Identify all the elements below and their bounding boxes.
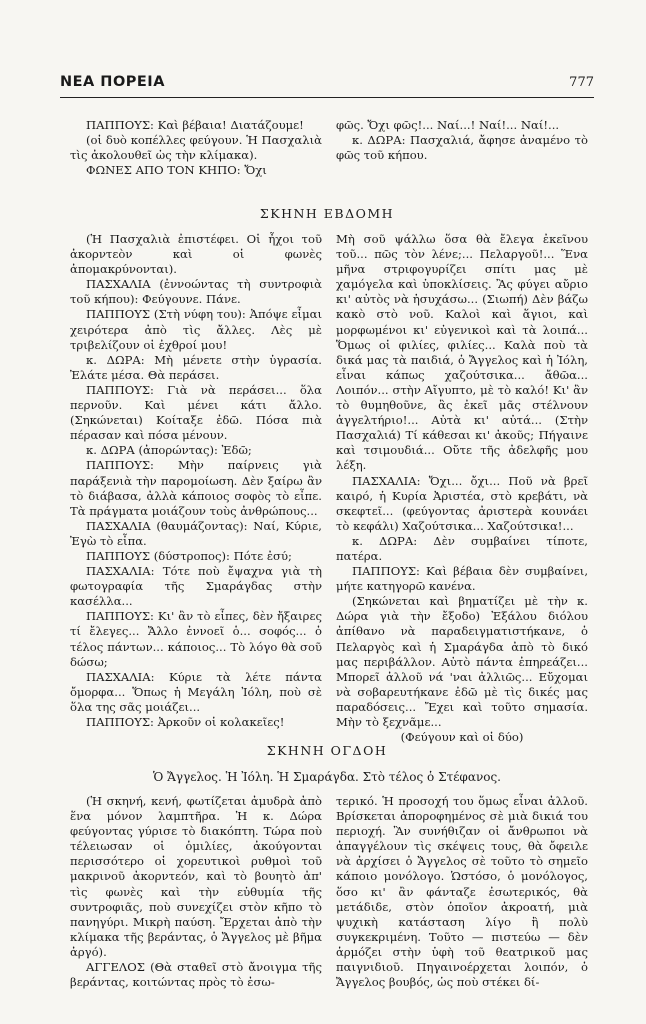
dialogue-paragraph: φῶς. Ὄχι φῶς!... Ναί...! Ναί!... Ναί!... — [336, 118, 560, 132]
opening-right-column — [336, 118, 588, 163]
scene-seven-heading: ΣΚΗΝΗ ΕΒΔΟΜΗ — [259, 206, 395, 221]
stage-direction: (Φεύγουν καὶ οἱ δύο) — [400, 730, 524, 745]
dialogue-paragraph: ΠΑΣΧΑΛΙΑ: Κύριε τὰ λέτε πάντα ὄμορφα... Ὅπως ἡ Μεγάλη Ἰόλη, ποὺ σὲ ὅλα της σᾶς μοιάζει... — [70, 669, 322, 714]
scene-eight-left-column — [70, 794, 322, 990]
dialogue-paragraph: ΠΑΠΠΟΥΣ (Στὴ νύφη του): Ἀπόψε εἶμαι χειρότερα ἀπὸ τὶς ἄλλες. Λὲς μὲ τριβελίζουν οἱ ἐχθροί μου! — [70, 307, 322, 352]
scene-seven-left-column — [70, 232, 322, 730]
stage-direction: τερικό. Ἡ προσοχή του ὅμως εἶναι ἀλλοῦ. Βρίσκεται ἀποροφημένος σὲ μιὰ δικιά του περιοχή. Ἂν συνήθιζαν οἱ ἄνθρωποι νὰ ἀπαγγέλουν τὶς σκέψεις τους, θὰ ὄφειλε νὰ ἀρχίσει ὁ Ἄγγελος σὲ τοῦτο τὸ σημεῖο κάποιο μονόλογο. Ὡστόσο, ὁ μονόλογος, ὅσο κι' ἂν φάνταζε ἐσωτερικός, θὰ μετάδιδε, στὸν ὁποῖον ἀκροατή, μιὰ ψυχικὴ κατάσταση λίγο ἢ πολὺ συγκεκριμένη. Τοῦτο — πιστεύω — δὲν ἁρμόζει στὴν ὑφὴ τοῦ θεατρικοῦ μας παιγνιδιοῦ. Πηγαινοέρχεται λοιπόν, ὁ Ἄγγελος βουβός, ὡς ποὺ στέκει δί- — [336, 794, 588, 990]
dialogue-paragraph: ΑΓΓΕΛΟΣ (Θὰ σταθεῖ στὸ ἄνοιγμα τῆς βεράντας, κοιτώντας πρὸς τὸ ἐσω- — [70, 960, 322, 990]
dialogue-paragraph: ΠΑΣΧΑΛΙΑ: Τότε ποὺ ἔψαχνα γιὰ τὴ φωτογραφία τῆς Σμαράγδας στὴν κασέλλα... — [70, 564, 322, 609]
stage-direction: (Σηκώνεται καὶ βηματίζει μὲ τὴν κ. Δώρα γιὰ τὴν ἔξοδο) Ἐξάλου διόλου ἀπίθανο νὰ παραδειγματιστήκανε, ὁ Πελαργὸς καὶ ἡ Σμαράγδα ἀπὸ τὸ δικό μας περιβάλλον. Αὐτὸ πάντα ἐπηρεάζει... Μπορεῖ ἀλλοῦ νά 'ναι ἀλλιῶς... Εὔχομαι νὰ σοβαρευτήκανε ἐδῶ μὲ τὶς δικές μας παραδόσεις... Ἔχει καὶ τοῦτο σημασία. Μὴν τὸ ξεχνᾶμε... — [336, 594, 588, 729]
scene-eight-body — [70, 794, 600, 1004]
dialogue-paragraph: κ. ΔΩΡΑ: Δὲν συμβαίνει τίποτε, πατέρα. — [336, 533, 588, 563]
dialogue-paragraph: κ. ΔΩΡΑ: Μὴ μένετε στὴν ὑγρασία. Ἐλάτε μέσα. Θὰ περάσει. — [70, 352, 322, 382]
header-rule — [60, 97, 594, 98]
dialogue-paragraph: Μὴ σοῦ ψάλλω ὅσα θὰ ἔλεγα ἐκεῖνου τοῦ... πῶς τὸν λένε;... Πελαργοῦ!... Ἕνα μῆνα στριφογυρίζει σπίτι μας μὲ χαμόγελα καὶ ὑποκλίσεις. Ἂς φύγει αὔριο κι' αὐτὸς νὰ ἡσυχάσω... (Σιωπή) Δὲν βάζω κακὸ στὸ νοῦ. Καλοὶ καὶ ἅγιοι, καὶ μορφωμένοι κι' εὐγενικοὶ καὶ τὰ λοιπά... Ὅμως οἱ φιλίες, φιλίες... Καλὰ ποὺ τὰ δικά μας τὰ παιδιά, ὁ Ἄγγελος καὶ ἡ Ἰόλη, εἶναι κάπως χαζούτσικα... ἄθῶα... Λοιπόν... στὴν Αἴγυπτο, μὲ τὸ καλό! Κι' ἂν τὸ θυμηθοῦνε, ἂς ἐκεῖ μᾶς στέλνουν ἀγγελτήριο!... Αὐτὰ κι' αὐτά... (Στὴν Πασχαλιά) Τί κάθεσαι κι' ἀκοῦς; Πήγαινε καὶ τσιμουδιά... Οὔτε τῆς ἀδελφῆς μου λέξη. — [336, 232, 588, 473]
dialogue-paragraph: ΠΑΣΧΑΛΙΑ (θαυμάζοντας): Ναί, Κύριε, Ἐγὼ τὸ εἶπα. — [70, 518, 322, 548]
scene-seven-right-column — [336, 232, 588, 745]
dialogue-paragraph: ΠΑΠΠΟΥΣ (δύστροπος): Πότε ἐσύ; — [86, 548, 292, 563]
page-number: 777 — [569, 75, 594, 90]
opening-block — [70, 118, 600, 194]
dialogue-paragraph: ΦΩΝΕΣ ΑΠΟ ΤΟΝ ΚΗΠΟ: Ὄχι — [86, 163, 267, 178]
dialogue-paragraph: ΠΑΠΠΟΥΣ: Μὴν παίρνεις γιὰ παράξενιὰ τὴν παρομοίωση. Δὲν ξαίρω ἂν τὸ διάβασα, ἀλλὰ κάποιος σοφὸς τὸ εἶπε. Τὰ πράγματα μοιάζουν τοὺς ἀνθρώπους... — [70, 458, 322, 518]
dialogue-paragraph: ΠΑΠΠΟΥΣ: Καὶ βέβαια δὲν συμβαίνει, μήτε κατηγορῶ κανένα. — [336, 564, 588, 594]
dialogue-paragraph: ΠΑΠΠΟΥΣ: Ἀρκοῦν οἱ κολακεῖες! — [86, 715, 285, 729]
dialogue-paragraph: ΠΑΠΠΟΥΣ: Καὶ βέβαια! Διατάζουμε! — [86, 118, 304, 132]
dialogue-paragraph: ΠΑΠΠΟΥΣ: Κι' ἂν τὸ εἶπες, δὲν ἤξαιρες τί ἔλεγες... Ἄλλο ἐννοεῖ ὁ... σοφός... ὁ τέλος πάντων... κάποιος... Τὸ λόγο θὰ σοῦ δώσω; — [70, 609, 322, 669]
opening-left-column — [70, 118, 322, 178]
dialogue-paragraph: ΠΑΣΧΑΛΙΑ (ἐννοώντας τὴ συντροφιὰ τοῦ κήπου): Φεύγουνε. Πάνε. — [70, 277, 322, 307]
dialogue-paragraph: κ. ΔΩΡΑ: Πασχαλιά, ἄφησε ἀναμένο τὸ φῶς τοῦ κήπου. — [336, 133, 588, 163]
scene-eight-heading: ΣΚΗΝΗ ΟΓΔΟΗ — [266, 743, 388, 758]
stage-direction: (Ἡ σκηνή, κενή, φωτίζεται ἀμυδρὰ ἀπὸ ἕνα μόνον λαμπτῆρα. Ἡ κ. Δώρα φεύγοντας γύρισε τὸ διακόπτη. Τώρα ποὺ τέλειωσαν οἱ ὁμιλίες, ἀκούγονται περισσότερο οἱ χορευτικοὶ ρυθμοὶ τοῦ μακρινοῦ ἀκορντεόν, καὶ τὸ βουητὸ ἀπ' τὶς φωνὲς καὶ τὴν εὐθυμία τῆς συντροφιᾶς, ποὺ συνεχίζει στὸν κῆπο τὸ πανηγύρι. Μικρὴ παύση. Ἔρχεται ἀπὸ τὴν κλίμακα τῆς βεράντας, ὁ Ἄγγελος μὲ βῆμα ἀργό). — [70, 794, 322, 959]
dialogue-paragraph: ΠΑΠΠΟΥΣ: Γιὰ νὰ περάσει... ὅλα περνοῦν. Καὶ μένει κάτι ἄλλο. (Σηκώνεται) Κοίταξε ἐδῶ. Πόσα πιὰ πέρασαν καὶ πόσα μένουν. — [70, 382, 322, 443]
journal-title: ΝΕΑ ΠΟΡΕΙΑ — [60, 74, 165, 90]
running-header — [60, 74, 594, 96]
stage-direction: (οἱ δυὸ κοπέλλες φεύγουν. Ἡ Πασχαλιὰ τὶς ἀκολουθεῖ ὡς τὴν κλίμακα). — [70, 133, 322, 163]
scene-eight-right-column — [336, 794, 588, 990]
scene-seven-body — [70, 232, 600, 745]
scene-eight-cast: Ὁ Ἄγγελος. Ἡ Ἰόλη. Ἡ Σμαράγδα. Στὸ τέλος ὁ Στέφανος. — [152, 770, 501, 784]
dialogue-paragraph: ΠΑΣΧΑΛΙΑ: Ὄχι... ὄχι... Ποῦ νὰ βρεῖ καιρό, ἡ Κυρία Ἀριστέα, στὸ κρεβάτι, νὰ σκεφτεῖ... (φεύγοντας ἀριστερὰ κουνάει τὸ κεφάλι) Χαζούτσικα... Χαζούτσικα!... — [336, 473, 588, 533]
dialogue-paragraph: κ. ΔΩΡΑ (ἀπορώντας): Ἐδῶ; — [86, 443, 252, 458]
stage-direction: (Ἡ Πασχαλιὰ ἐπιστέφει. Οἱ ἦχοι τοῦ ἀκορντεὸν καὶ οἱ φωνὲς ἀπομακρύνονται). — [70, 232, 322, 277]
